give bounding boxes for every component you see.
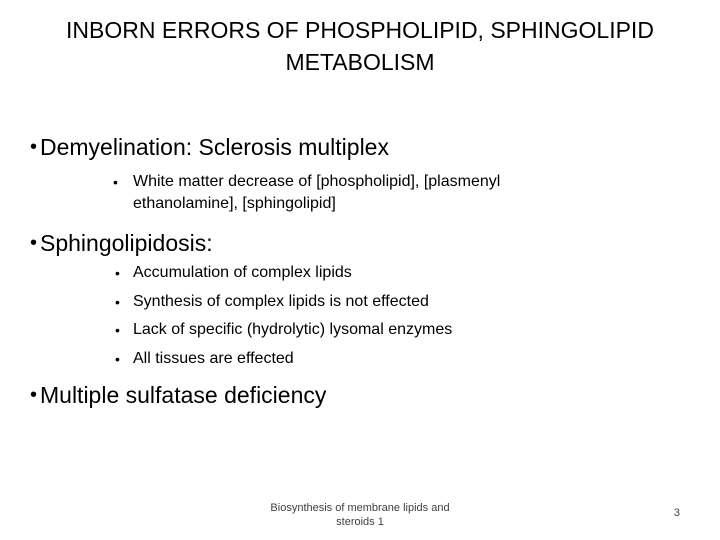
sub-bullet-text: Lack of specific (hydrolytic) lysomal enzymes bbox=[133, 321, 453, 338]
title-line-1: INBORN ERRORS OF PHOSPHOLIPID, SPHINGOLIPID bbox=[66, 17, 654, 43]
sub-bullet-all-tissues bbox=[115, 348, 294, 370]
bullet-text: Sphingolipidosis: bbox=[40, 230, 213, 256]
sub-bullet-accumulation bbox=[115, 262, 352, 284]
sub-bullet-marker: • bbox=[113, 174, 118, 190]
sub-bullet-marker: • bbox=[115, 294, 120, 310]
bullet-marker: • bbox=[30, 136, 38, 158]
sub-bullet-white-matter bbox=[113, 171, 501, 215]
sub-bullet-text: Synthesis of complex lipids is not effected bbox=[133, 293, 429, 310]
bullet-text: Multiple sulfatase deficiency bbox=[40, 382, 327, 408]
bullet-text: Demyelination: Sclerosis multiplex bbox=[40, 134, 389, 160]
sub-bullet-marker: • bbox=[115, 265, 120, 281]
bullet-demyelination bbox=[30, 133, 389, 161]
footer-line-2: steroids 1 bbox=[336, 516, 384, 528]
sub-bullet-line-1: White matter decrease of [phospholipid], [plasmenyl bbox=[133, 173, 501, 190]
sub-bullet-text: All tissues are effected bbox=[133, 350, 294, 367]
sub-bullet-line-2: ethanolamine], [sphingolipid] bbox=[133, 195, 336, 212]
sub-bullet-marker: • bbox=[115, 351, 120, 367]
slide-number: 3 bbox=[673, 507, 680, 519]
bullet-marker: • bbox=[30, 232, 38, 254]
bullet-multiple-sulfatase bbox=[30, 381, 327, 409]
bullet-marker: • bbox=[30, 384, 38, 406]
sub-bullet-synthesis bbox=[115, 291, 429, 313]
sub-bullet-text: Accumulation of complex lipids bbox=[133, 264, 352, 281]
bullet-sphingolipidosis bbox=[30, 229, 213, 257]
title-line-2: METABOLISM bbox=[285, 49, 435, 75]
slide-footer bbox=[262, 501, 458, 529]
sub-bullet-lack-of-enzymes bbox=[115, 319, 453, 341]
footer-line-1: Biosynthesis of membrane lipids and bbox=[270, 502, 450, 514]
sub-bullet-marker: • bbox=[115, 322, 120, 338]
